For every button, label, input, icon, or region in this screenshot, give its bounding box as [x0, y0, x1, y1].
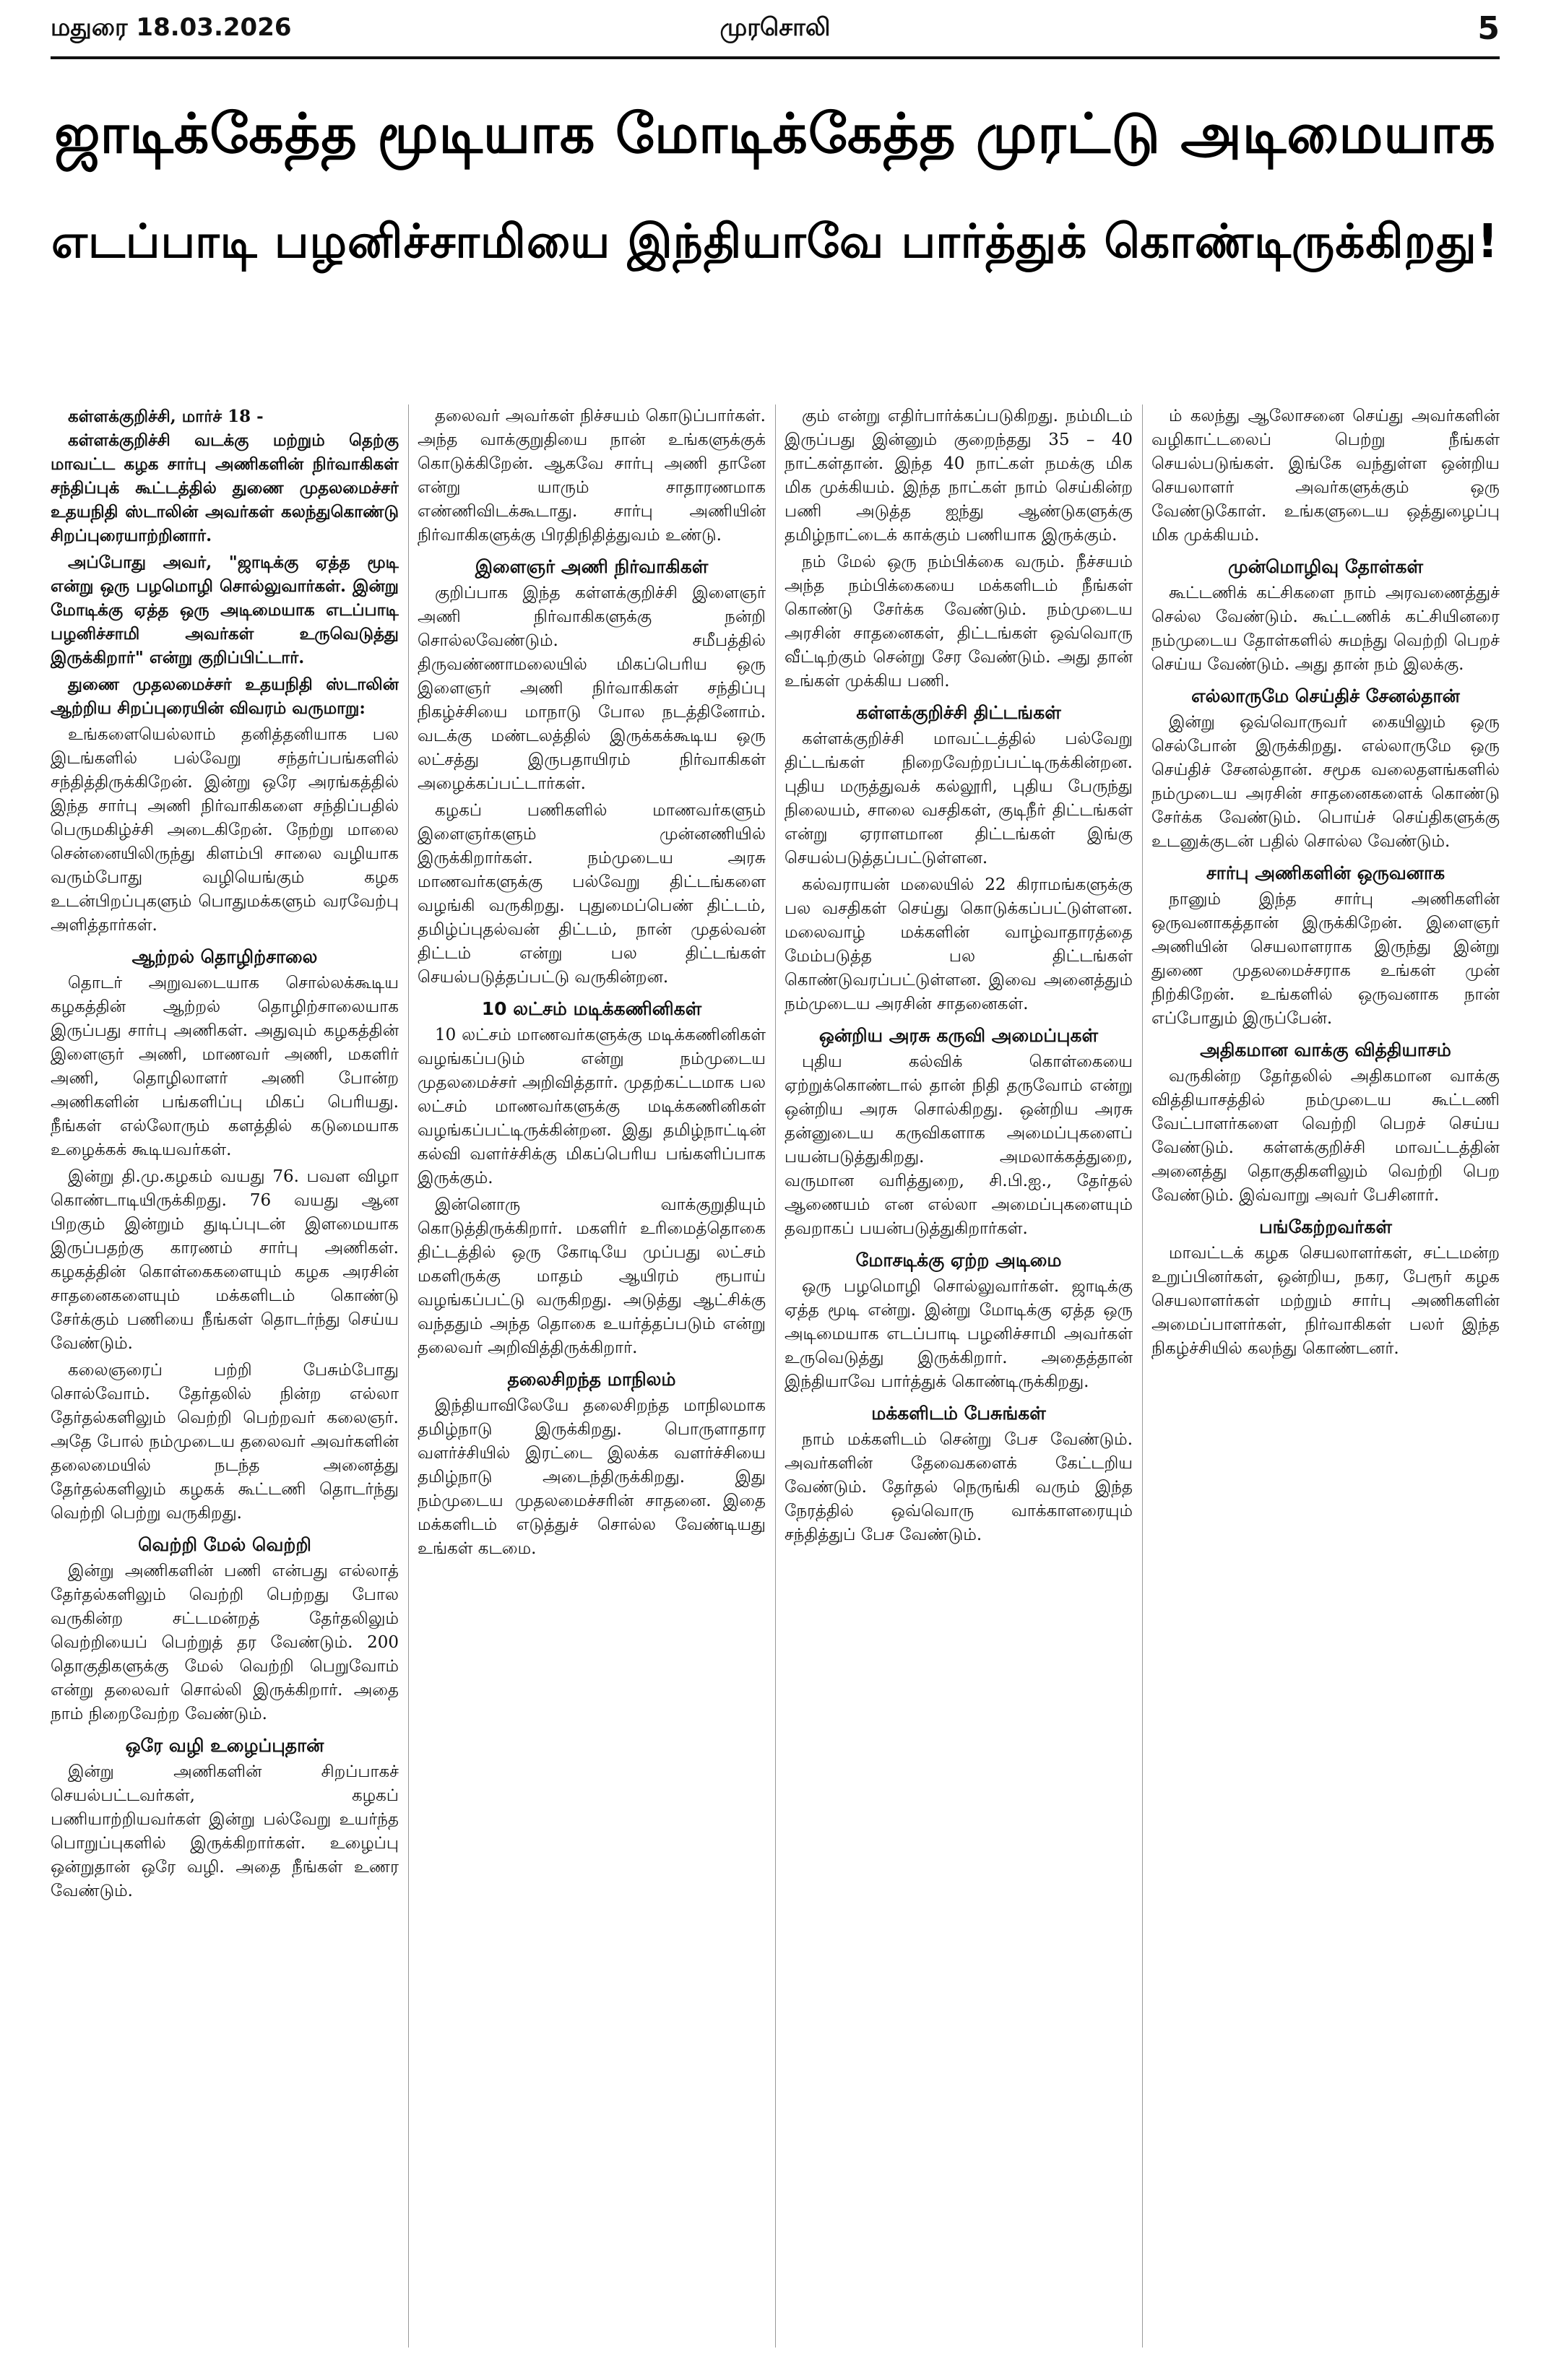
column-divider [408, 404, 409, 2347]
paragraph: இன்று அணிகளின் சிறப்பாகச் செயல்பட்டவர்கள், கழகப் பணியாற்றியவர்கள் இன்று பல்வேறு உயர்ந்த பொறுப்புகளில் இருக்கிறார்கள். உழைப்பு ஒன்றுதான் ஒரே வழி. அதை நீங்கள் உணர வேண்டும். [51, 1762, 399, 1900]
subhead: ஒன்றிய அரசு கருவி அமைப்புகள் [818, 1025, 1099, 1046]
paragraph: கல்வராயன் மலையில் 22 கிராமங்களுக்கு பல வசதிகள் செய்து கொடுக்கப்பட்டுள்ளன. மலைவாழ் மக்களின் வாழ்வாதாரத்தை மேம்படுத்த பல திட்டங்கள் கொண்டுவரப்பட்டுள்ளன. இவை அனைத்தும் நம்முடைய அரசின் சாதனைகள். [785, 875, 1133, 1013]
paragraph: கள்ளக்குறிச்சி மாவட்டத்தில் பல்வேறு திட்டங்கள் நிறைவேற்றப்பட்டிருக்கின்றன. புதிய மருத்துவக் கல்லூரி, புதிய பேருந்து நிலையம், சாலை வசதிகள், குடிநீர் திட்டங்கள் என்று ஏராளமான திட்டங்கள் இங்கு செயல்படுத்தப்பட்டுள்ளன. [785, 730, 1133, 867]
paragraph: ஒரு பழமொழி சொல்லுவார்கள். ஜாடிக்கு ஏத்த மூடி என்று. இன்று மோடிக்கு ஏத்த ஒரு அடிமையாக எடப்பாடி பழனிச்சாமி அவர்கள் உருவெடுத்து இருக்கிறார். அதைத்தான் இந்தியாவே பார்த்துக் கொண்டிருக்கிறது. [785, 1277, 1133, 1391]
paragraph: இன்னொரு வாக்குறுதியும் கொடுத்திருக்கிறார். மகளிர் உரிமைத்தொகை திட்டத்தில் ஒரு கோடியே முப்பது லட்சம் மகளிருக்கு மாதம் ஆயிரம் ரூபாய் வழங்கப்பட்டு வருகிறது. அடுத்து ஆட்சிக்கு வந்ததும் அந்த தொகை உயர்த்தப்படும் என்று தலைவர் அறிவித்திருக்கிறார். [418, 1195, 766, 1357]
paragraph: வருகின்ற தேர்தலில் அதிகமான வாக்கு வித்தியாசத்தில் நம்முடைய கூட்டணி வேட்பாளர்களை வெற்றி பெறச் செய்ய வேண்டும். கள்ளக்குறிச்சி மாவட்டத்தின் அனைத்து தொகுதிகளிலும் வெற்றி பெற வேண்டும். இவ்வாறு அவர் பேசினார். [1151, 1067, 1500, 1205]
paragraph: நம் மேல் ஒரு நம்பிக்கை வரும். நீச்சயம் அந்த நம்பிக்கையை மக்களிடம் நீங்கள் கொண்டு சேர்க்க வேண்டும். நம்முடைய அரசின் சாதனைகள், திட்டங்கள் ஒவ்வொரு வீட்டிற்கும் சென்று சேர வேண்டும். அது தான் உங்கள் முக்கிய பணி. [785, 553, 1133, 691]
article-columns [51, 404, 1500, 2355]
subhead: கள்ளக்குறிச்சி திட்டங்கள் [856, 702, 1061, 723]
paragraph: கழகப் பணிகளில் மாணவர்களும் இளைஞர்களும் முன்னணியில் இருக்கிறார்கள். நம்முடைய அரசு மாணவர்களுக்கு பல்வேறு திட்டங்களை வழங்கி வருகிறது. புதுமைப்பெண் திட்டம், தமிழ்ப்புதல்வன் திட்டம், நான் முதல்வன் திட்டம் என்று பல திட்டங்கள் செயல்படுத்தப்பட்டு வருகின்றன. [418, 801, 766, 987]
paragraph: இந்தியாவிலேயே தலைசிறந்த மாநிலமாக தமிழ்நாடு இருக்கிறது. பொருளாதார வளர்ச்சியில் இரட்டை இலக்க வளர்ச்சியை தமிழ்நாடு அடைந்திருக்கிறது. இது நம்முடைய முதலமைச்சரின் சாதனை. இதை மக்களிடம் எடுத்துச் சொல்ல வேண்டியது உங்கள் கடமை. [418, 1396, 766, 1558]
paragraph: இன்று ஒவ்வொருவர் கையிலும் ஒரு செல்போன் இருக்கிறது. எல்லாருமே ஒரு செய்திச் சேனல்தான். சமூக வலைதளங்களில் நம்முடைய அரசின் சாதனைகளைக் கொண்டு சேர்க்க வேண்டும். பொய்ச் செய்திகளுக்கு உடனுக்குடன் பதில் சொல்ல வேண்டும். [1151, 713, 1500, 851]
subhead: எல்லாருமே செய்திச் சேனல்தான் [1191, 685, 1460, 706]
column-divider [1142, 404, 1143, 2347]
subhead: அதிகமான வாக்கு வித்தியாசம் [1200, 1039, 1451, 1060]
paragraph: கும் என்று எதிர்பார்க்கப்படுகிறது. நம்மிடம் இருப்பது இன்னும் குறைந்தது 35 – 40 நாட்கள்தான். இந்த 40 நாட்கள் நமக்கு மிக மிக முக்கியம். இந்த நாட்கள் நாம் செய்கின்ற பணி அடுத்த ஐந்து ஆண்டுகளுக்கு தமிழ்நாட்டைக் காக்கும் பணியாக இருக்கும். [785, 407, 1133, 545]
column-3 [785, 404, 1133, 2347]
headline-line-2: எடப்பாடி பழனிச்சாமியை இந்தியாவே பார்த்துக் கொண்டிருக்கிறது! [51, 215, 1499, 269]
subhead: சார்பு அணிகளின் ஒருவனாக [1206, 862, 1445, 883]
subhead: மக்களிடம் பேசுங்கள் [871, 1403, 1046, 1424]
subhead: பங்கேற்றவர்கள் [1259, 1216, 1392, 1237]
paragraph: குறிப்பாக இந்த கள்ளக்குறிச்சி இளைஞர் அணி நிர்வாகிகளுக்கு நன்றி சொல்லவேண்டும். சமீபத்தில் திருவண்ணாமலையில் மிகப்பெரிய ஒரு இளைஞர் அணி நிர்வாகிகள் சந்திப்பு நிகழ்ச்சியை மாநாடு போல நடத்தினோம். வடக்கு மண்டலத்தில் இருக்கக்கூடிய ஒரு லட்சத்து இருபதாயிரம் நிர்வாகிகள் அழைக்கப்பட்டார்கள். [418, 584, 766, 793]
subhead: ஒரே வழி உழைப்புதான் [125, 1735, 324, 1756]
paragraph: தொடர் அறுவடையாக சொல்லக்கூடிய கழகத்தின் ஆற்றல் தொழிற்சாலையாக இருப்பது சார்பு அணிகள். அதுவும் கழகத்தின் இளைஞர் அணி, மாணவர் அணி, மகளிர் அணி, தொழிலாளர் அணி போன்ற அணிகளின் பங்களிப்பு மிகப் பெரியது. நீங்கள் எல்லோரும் களத்தில் கடுமையாக உழைக்கக் கூடியவர்கள். [51, 974, 399, 1159]
paragraph: புதிய கல்விக் கொள்கையை ஏற்றுக்கொண்டால் தான் நிதி தருவோம் என்று ஒன்றிய அரசு சொல்கிறது. ஒன்றிய அரசு தன்னுடைய கருவிகளாக அமைப்புகளைப் பயன்படுத்துகிறது. அமலாக்கத்துறை, வருமான வரித்துறை, சி.பி.ஐ., தேர்தல் ஆணையம் என எல்லா அமைப்புகளையும் தவறாகப் பயன்படுத்துகிறார்கள். [785, 1052, 1133, 1238]
paragraph: நானும் இந்த சார்பு அணிகளின் ஒருவனாகத்தான் இருக்கிறேன். இளைஞர் அணியின் செயலாளராக இருந்து இன்று துணை முதலமைச்சராக உங்கள் முன் நிற்கிறேன். உங்களில் ஒருவனாக நான் எப்போதும் இருப்பேன். [1151, 890, 1500, 1028]
column-4 [1151, 404, 1500, 2347]
paragraph: தலைவர் அவர்கள் நிச்சயம் கொடுப்பார்கள். அந்த வாக்குறுதியை நான் உங்களுக்குக் கொடுக்கிறேன். ஆகவே சார்பு அணி தானே என்று யாரும் சாதாரணமாக எண்ணிவிடக்கூடாது. சார்பு அணியின் நிர்வாகிகளுக்கு பிரதிநிதித்துவம் உண்டு. [418, 407, 766, 545]
subhead: முன்மொழிவு தோள்கள் [1227, 556, 1424, 577]
paragraph: கலைஞரைப் பற்றி பேசும்போது சொல்வோம். தேர்தலில் நின்ற எல்லா தேர்தல்களிலும் வெற்றி பெற்றவர் கலைஞர். அதே போல் நம்முடைய தலைவர் அவர்களின் தலைமையில் நடந்த அனைத்து தேர்தல்களிலும் கழகக் கூட்டணி தொடர்ந்து வெற்றி பெற்று வருகிறது. [51, 1361, 399, 1523]
paragraph: இன்று அணிகளின் பணி என்பது எல்லாத் தேர்தல்களிலும் வெற்றி பெற்றது போல வருகின்ற சட்டமன்றத் தேர்தலிலும் வெற்றியைப் பெற்றுத் தர வேண்டும். 200 தொகுதிகளுக்கு மேல் வெற்றி பெறுவோம் என்று தலைவர் சொல்லி இருக்கிறார். அதை நாம் நிறைவேற்ற வேண்டும். [51, 1562, 399, 1723]
paragraph: கூட்டணிக் கட்சிகளை நாம் அரவணைத்துச் செல்ல வேண்டும். கூட்டணிக் கட்சியினரை நம்முடைய தோள்களில் சுமந்து வெற்றி பெறச் செய்ய வேண்டும். அது தான் நம் இலக்கு. [1151, 584, 1500, 674]
column-2 [418, 404, 766, 2347]
quote-paragraph: அப்போது அவர், "ஜாடிக்கு ஏத்த மூடி என்று ஒரு பழமொழி சொல்லுவார்கள். இன்று மோடிக்கு ஏத்த ஒரு அடிமையாக எடப்பாடி பழனிச்சாமி அவர்கள் உருவெடுத்து இருக்கிறார்" என்று குறிப்பிட்டார். [51, 553, 399, 667]
subhead: இளைஞர் அணி நிர்வாகிகள் [475, 556, 709, 577]
headline [51, 79, 1500, 296]
page-number: 5 [1477, 10, 1500, 47]
edition-date: மதுரை 18.03.2026 [51, 13, 292, 42]
dateline: கள்ளக்குறிச்சி, மார்ச் 18 - [68, 407, 264, 426]
headline-line-1: ஜாடிக்கேத்த மூடியாக மோடிக்கேத்த முரட்டு அடிமையாக [54, 101, 1496, 165]
paragraph: நாம் மக்களிடம் சென்று பேச வேண்டும். அவர்களின் தேவைகளைக் கேட்டறிய வேண்டும். தேர்தல் நெருங்கி வரும் இந்த நேரத்தில் ஒவ்வொரு வாக்காளரையும் சந்தித்துப் பேச வேண்டும். [785, 1430, 1133, 1544]
subhead: தலைசிறந்த மாநிலம் [507, 1369, 676, 1390]
paragraph: இன்று தி.மு.கழகம் வயது 76. பவள விழா கொண்டாடியிருக்கிறது. 76 வயது ஆன பிறகும் இன்றும் துடிப்புடன் இளமையாக இருப்பதற்கு காரணம் சார்பு அணிகள். கழகத்தின் கொள்கைகளையும் கழக அரசின் சாதனைகளையும் மக்களிடம் கொண்டு சேர்க்கும் பணியை நீங்கள் தொடர்ந்து செய்ய வேண்டும். [51, 1167, 399, 1353]
subhead: வெற்றி மேல் வெற்றி [138, 1534, 311, 1555]
paragraph: மாவட்டக் கழக செயலாளர்கள், சட்டமன்ற உறுப்பினர்கள், ஒன்றிய, நகர, பேரூர் கழக செயலாளர்கள் மற்றும் சார்பு அணிகளின் அமைப்பாளர்கள், நிர்வாகிகள் பலர் இந்த நிகழ்ச்சியில் கலந்து கொண்டனர். [1151, 1244, 1500, 1358]
paragraph: உங்களையெல்லாம் தனித்தனியாக பல இடங்களில் பல்வேறு சந்தர்ப்பங்களில் சந்தித்திருக்கிறேன். இன்று ஒரே அரங்கத்தில் இந்த சார்பு அணி நிர்வாகிகளை சந்திப்பதில் பெருமகிழ்ச்சி அடைகிறேன். நேற்று மாலை சென்னையிலிருந்து கிளம்பி சாலை வழியாக வரும்போது வழியெங்கும் கழக உடன்பிறப்புகளும் பொதுமக்களும் வரவேற்பு அளித்தார்கள். [51, 725, 399, 935]
subhead: 10 லட்சம் மடிக்கணினிகள் [481, 998, 702, 1019]
column-divider [775, 404, 776, 2347]
subhead: மோசடிக்கு ஏற்ற அடிமை [855, 1250, 1062, 1271]
paragraph: 10 லட்சம் மாணவர்களுக்கு மடிக்கணினிகள் வழங்கப்படும் என்று நம்முடைய முதலமைச்சர் அறிவித்தார். முதற்கட்டமாக பல லட்சம் மாணவர்களுக்கு மடிக்கணினிகள் வழங்கப்பட்டிருக்கின்றன. இது தமிழ்நாட்டின் கல்வி வளர்ச்சிக்கு மிகப்பெரிய பங்களிப்பாக இருக்கும். [418, 1026, 766, 1187]
paragraph: ம் கலந்து ஆலோசனை செய்து அவர்களின் வழிகாட்டலைப் பெற்று நீங்கள் செயல்படுங்கள். இங்கே வந்துள்ள ஒன்றிய செயலாளர் அவர்களுக்கும் ஒரு வேண்டுகோள். உங்களுடைய ஒத்துழைப்பு மிக முக்கியம். [1151, 407, 1500, 545]
lead-paragraph: கள்ளக்குறிச்சி வடக்கு மற்றும் தெற்கு மாவட்ட கழக சார்பு அணிகளின் நிர்வாகிகள் சந்திப்புக் கூட்டத்தில் துணை முதலமைச்சர் உதயநிதி ஸ்டாலின் அவர்கள் கலந்துகொண்டு சிறப்புரையாற்றினார். [51, 430, 399, 545]
masthead-rule [51, 56, 1500, 59]
paper-name: முரசொலி [719, 13, 831, 42]
subhead: ஆற்றல் தொழிற்சாலை [131, 946, 318, 967]
column-1 [51, 404, 399, 2347]
intro-label: துணை முதலமைச்சர் உதயநிதி ஸ்டாலின் ஆற்றிய சிறப்புரையின் விவரம் வருமாறு: [51, 675, 399, 718]
